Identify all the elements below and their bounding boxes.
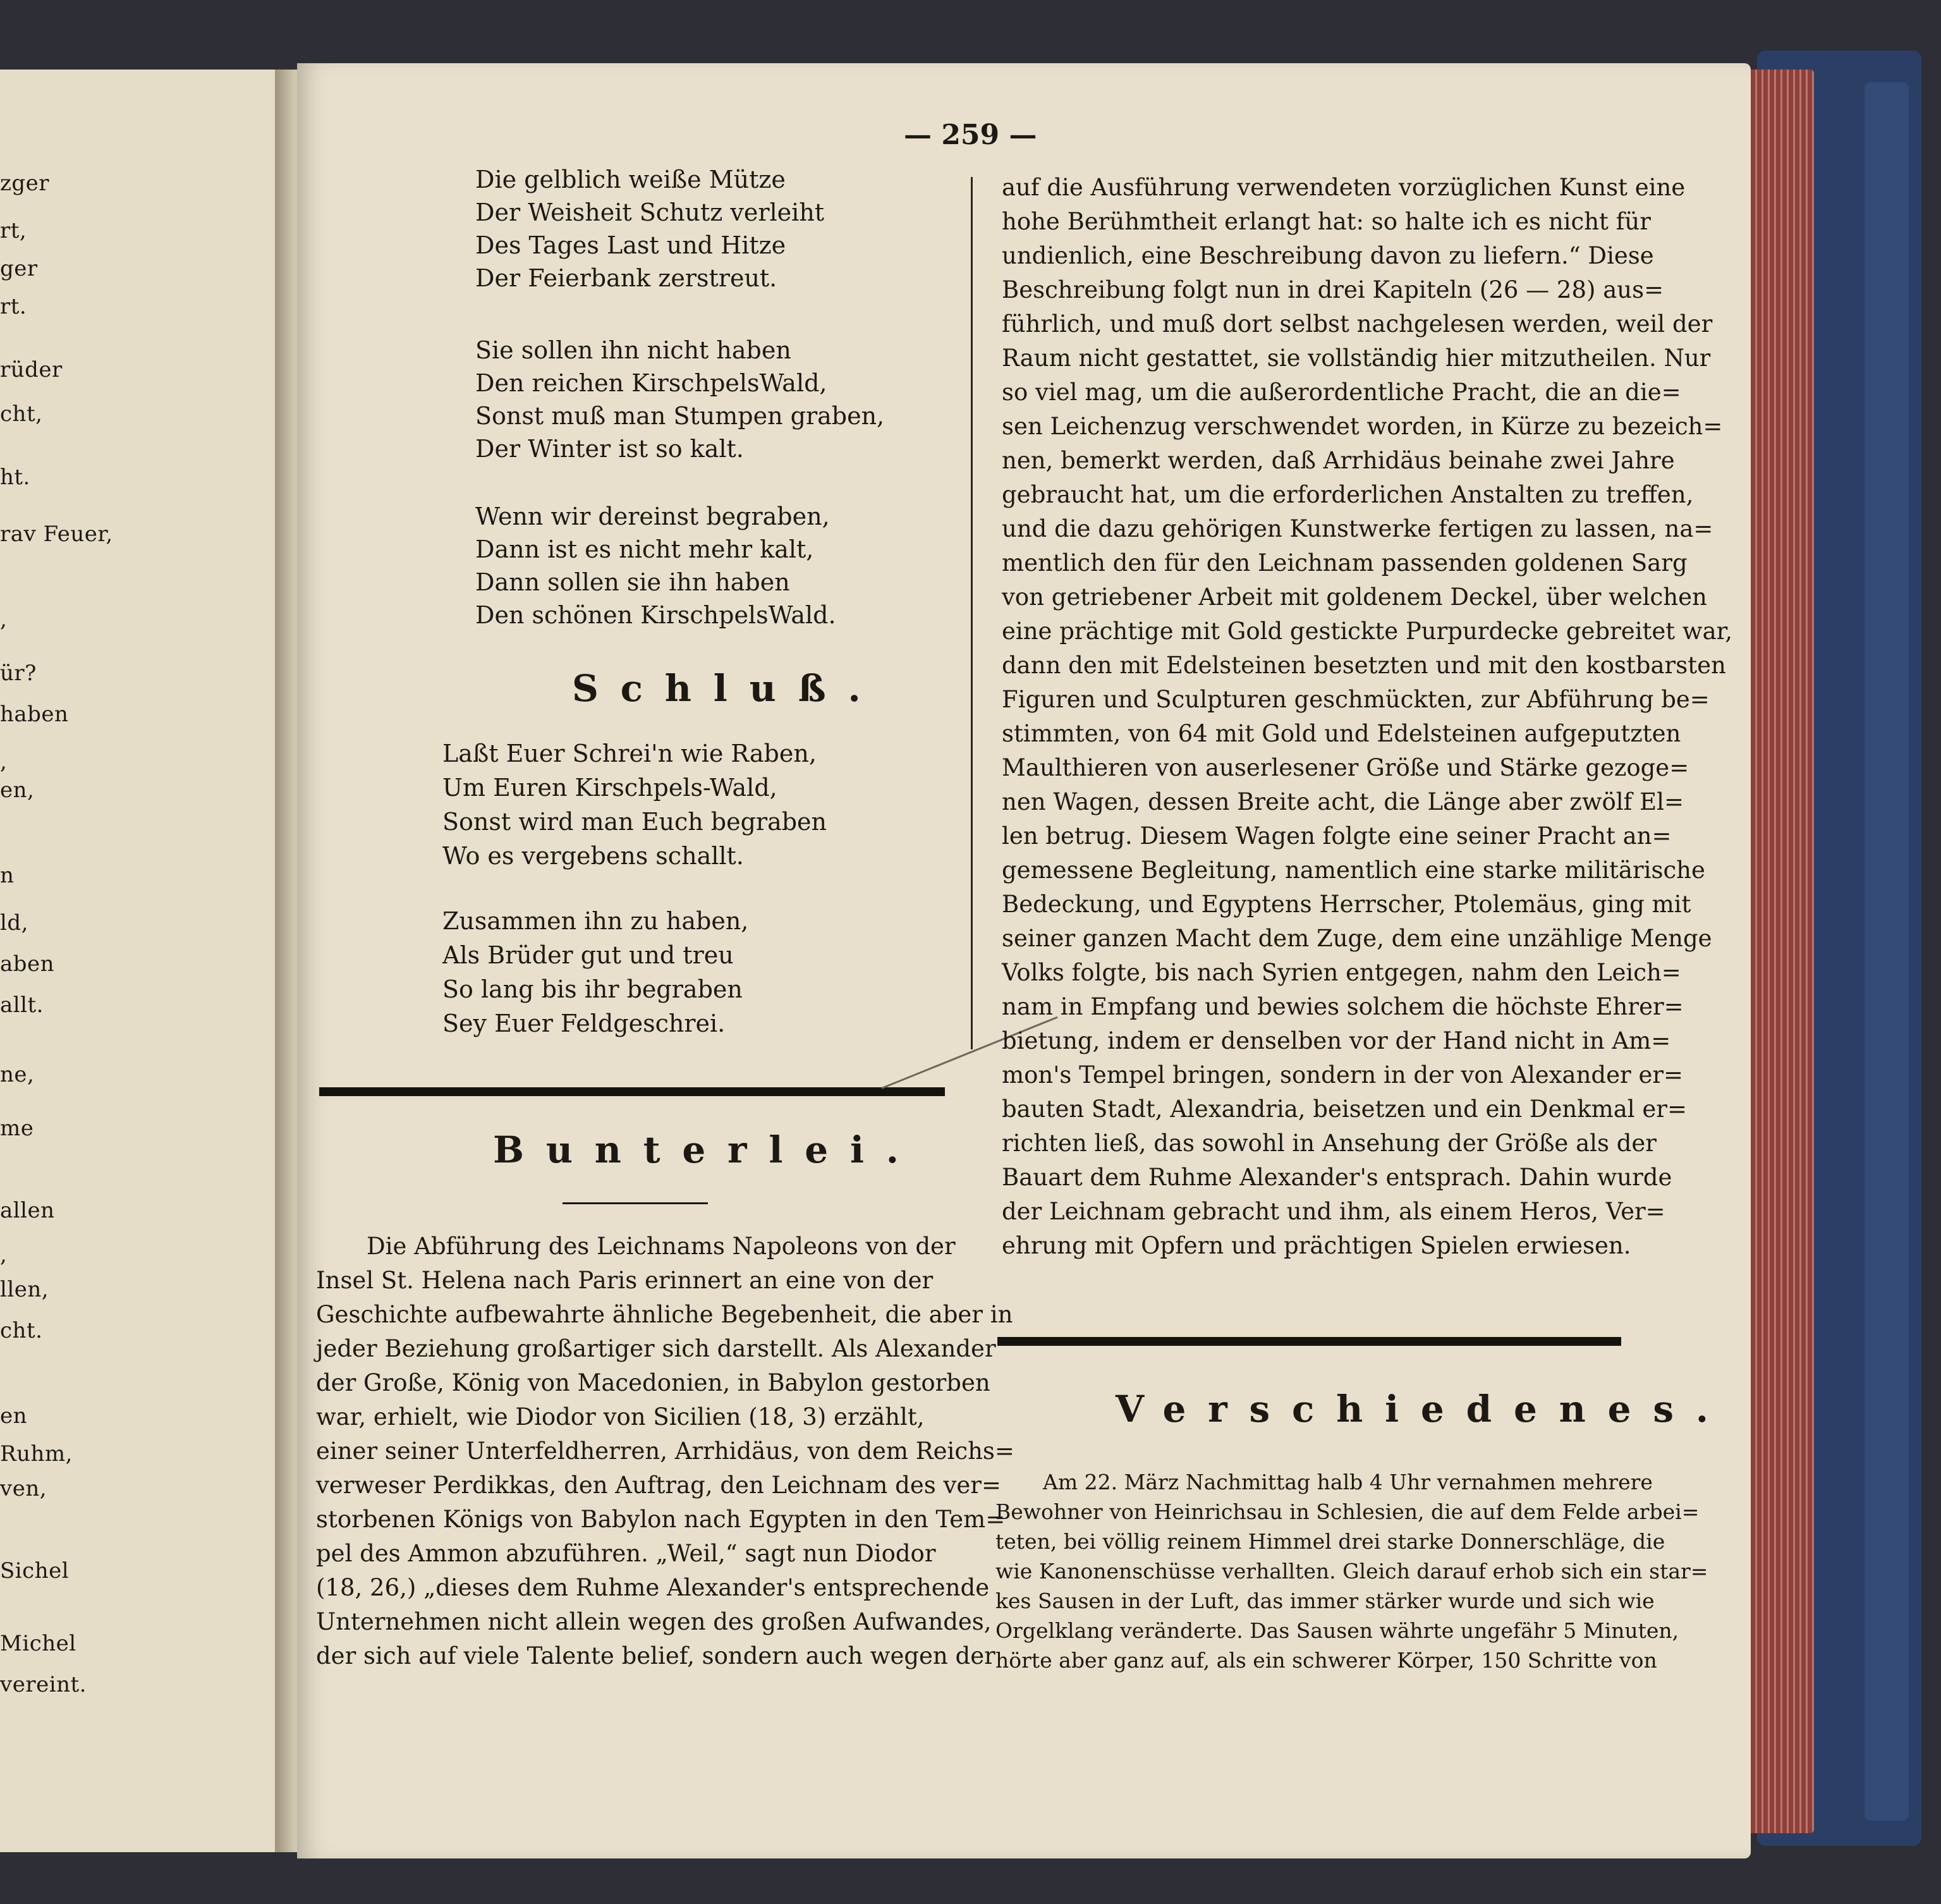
article-line: Maulthieren von auserlesener Größe und Stärke gezoge=	[1002, 754, 1689, 781]
book-cover-edge	[1865, 82, 1909, 1821]
article-line: auf die Ausführung verwendeten vorzüglichen Kunst eine	[1002, 174, 1686, 201]
left-page-fragment: haben	[0, 702, 69, 727]
article-line: war, erhielt, wie Diodor von Sicilien (18, 3) erzählt,	[316, 1403, 925, 1431]
article-line: undienlich, eine Beschreibung davon zu liefern.“ Diese	[1002, 242, 1654, 269]
article-line: Bewohner von Heinrichsau in Schlesien, die auf dem Felde arbei=	[995, 1499, 1700, 1524]
article-line: ehrung mit Opfern und prächtigen Spielen erwiesen.	[1002, 1232, 1631, 1259]
article-line: der Große, König von Macedonien, in Babylon gestorben	[316, 1369, 990, 1396]
article-line: stimmten, von 64 mit Gold und Edelsteinen aufgeputzten	[1002, 720, 1681, 747]
poem-line: Dann sollen sie ihn haben	[475, 568, 790, 596]
verschiedenes-heading: Verschiedenes.	[1116, 1388, 1731, 1431]
article-line: mentlich den für den Leichnam passenden goldenen Sarg	[1002, 549, 1688, 577]
poem-line: Wenn wir dereinst begraben,	[475, 503, 830, 530]
poem-line: Dann ist es nicht mehr kalt,	[475, 535, 814, 563]
left-page-fragment: ne,	[0, 1062, 35, 1087]
article-line: Orgelklang veränderte. Das Sausen währte ungefähr 5 Minuten,	[995, 1618, 1679, 1643]
column-divider	[971, 177, 973, 1049]
poem-line: Sonst wird man Euch begraben	[442, 808, 827, 836]
bunterlei-heading: Bunterlei.	[493, 1128, 921, 1171]
poem-line: Als Brüder gut und treu	[442, 941, 734, 969]
article-line: hörte aber ganz auf, als ein schwerer Körper, 150 Schritte von	[995, 1648, 1657, 1673]
article-line: so viel mag, um die außerordentliche Pracht, die an die=	[1002, 379, 1681, 406]
article-line: führlich, und muß dort selbst nachgelesen werden, weil der	[1002, 310, 1713, 338]
left-page-fragment: cht.	[0, 1318, 43, 1343]
poem-line: Wo es vergebens schallt.	[442, 842, 744, 870]
left-page-fragment: cht,	[0, 401, 43, 427]
article-line: storbenen Königs von Babylon nach Egypten in den Tem=	[316, 1506, 1006, 1533]
article-line: len betrug. Diesem Wagen folgte eine seiner Pracht an=	[1002, 822, 1672, 850]
article-line: verweser Perdikkas, den Auftrag, den Leichnam des ver=	[316, 1472, 1001, 1499]
article-line: nen, bemerkt werden, daß Arrhidäus beinahe zwei Jahre	[1002, 447, 1675, 474]
article-line: hohe Berühmtheit erlangt hat: so halte ich es nicht für	[1002, 208, 1651, 235]
article-line: seiner ganzen Macht dem Zuge, dem eine unzählige Menge	[1002, 925, 1712, 952]
left-page-fragment: ger	[0, 256, 38, 281]
left-page-fragment: vereint.	[0, 1672, 87, 1697]
article-line: Raum nicht gestattet, sie vollständig hier mitzutheilen. Nur	[1002, 345, 1711, 372]
poem-line: Der Weisheit Schutz verleiht	[475, 198, 825, 226]
poem-line: Des Tages Last und Hitze	[475, 231, 786, 259]
left-page-fragment: rüder	[0, 357, 63, 382]
article-line: (18, 26,) „dieses dem Ruhme Alexander's entsprechende	[316, 1574, 990, 1601]
poem-line: Der Winter ist so kalt.	[475, 435, 744, 463]
article-line: nen Wagen, dessen Breite acht, die Länge aber zwölf El=	[1002, 788, 1684, 815]
poem-line: Sey Euer Feldgeschrei.	[442, 1010, 726, 1037]
section-rule-right	[997, 1337, 1621, 1346]
section-rule	[319, 1087, 945, 1096]
poem-line: Den reichen KirschpelsWald,	[475, 369, 827, 397]
article-line: eine prächtige mit Gold gestickte Purpurdecke gebreitet war,	[1002, 618, 1733, 645]
heading-underline	[563, 1202, 708, 1204]
left-page-fragment: Michel	[0, 1631, 76, 1656]
article-line: der sich auf viele Talente belief, sondern auch wegen der	[316, 1642, 995, 1669]
left-page-fragment: en	[0, 1403, 28, 1429]
left-page-fragment: rt,	[0, 218, 27, 243]
poem-line: So lang bis ihr begraben	[442, 975, 743, 1003]
article-line: Unternehmen nicht allein wegen des großen Aufwandes,	[316, 1608, 992, 1635]
left-page-fragment: n	[0, 863, 15, 888]
article-line: und die dazu gehörigen Kunstwerke fertigen zu lassen, na=	[1002, 515, 1713, 542]
article-line: von getriebener Arbeit mit goldenem Deckel, über welchen	[1002, 583, 1707, 611]
article-line: teten, bei völlig reinem Himmel drei starke Donnerschläge, die	[995, 1529, 1665, 1554]
left-page-fragment: ht.	[0, 465, 30, 490]
left-page-fragment: ,	[0, 749, 8, 774]
article-line: jeder Beziehung großartiger sich darstellt. Als Alexander	[316, 1335, 996, 1362]
article-line: pel des Ammon abzuführen. „Weil,“ sagt nun Diodor	[316, 1540, 936, 1567]
left-page-fragment: allen	[0, 1198, 55, 1223]
article-line: Figuren und Sculpturen geschmückten, zur Abführung be=	[1002, 686, 1710, 713]
article-line: Beschreibung folgt nun in drei Kapiteln (26 — 28) aus=	[1002, 276, 1664, 303]
article-line: Bauart dem Ruhme Alexander's entsprach. Dahin wurde	[1002, 1164, 1672, 1191]
conclusion-heading: Schluß.	[572, 667, 883, 710]
poem-line: Der Feierbank zerstreut.	[475, 264, 777, 292]
article-line: wie Kanonenschüsse verhallten. Gleich darauf erhob sich ein star=	[995, 1559, 1708, 1584]
left-page-fragment: rt.	[0, 294, 27, 319]
article-line: bietung, indem er denselben vor der Hand nicht in Am=	[1002, 1027, 1671, 1054]
left-page	[0, 70, 286, 1852]
poem-line: Um Euren Kirschpels-Wald,	[442, 774, 777, 802]
left-page-fragment: me	[0, 1116, 34, 1141]
left-page-fragment: ld,	[0, 910, 28, 936]
article-line: gebraucht hat, um die erforderlichen Anstalten zu treffen,	[1002, 481, 1694, 508]
article-line: dann den mit Edelsteinen besetzten und mit den kostbarsten	[1002, 652, 1726, 679]
article-line: Geschichte aufbewahrte ähnliche Begebenheit, die aber in	[316, 1301, 1013, 1328]
left-page-fragment: ,	[0, 607, 8, 632]
left-page-fragment: zger	[0, 171, 50, 196]
left-page-fragment: ven,	[0, 1476, 47, 1501]
article-line: Die Abführung des Leichnams Napoleons von der	[367, 1233, 956, 1260]
left-page-fragment: aben	[0, 951, 55, 977]
article-line: kes Sausen in der Luft, das immer stärker wurde und sich wie	[995, 1589, 1655, 1613]
article-line: Am 22. März Nachmittag halb 4 Uhr vernahmen mehrere	[1043, 1470, 1653, 1494]
page-number: — 259 —	[904, 119, 1037, 151]
left-page-fragment: allt.	[0, 992, 44, 1018]
article-line: der Leichnam gebracht und ihm, als einem Heros, Ver=	[1002, 1198, 1665, 1225]
left-page-fragment: ür?	[0, 661, 37, 686]
poem-line: Die gelblich weiße Mütze	[475, 166, 786, 193]
left-page-fragment: llen,	[0, 1277, 49, 1302]
article-line: mon's Tempel bringen, sondern in der von Alexander er=	[1002, 1061, 1684, 1089]
article-line: richten ließ, das sowohl in Ansehung der Größe als der	[1002, 1130, 1657, 1157]
left-page-fragment: en,	[0, 778, 35, 803]
article-line: bauten Stadt, Alexandria, beisetzen und ein Denkmal er=	[1002, 1095, 1687, 1123]
article-line: nam in Empfang und bewies solchem die höchste Ehrer=	[1002, 993, 1684, 1020]
article-line: Volks folgte, bis nach Syrien entgegen, nahm den Leich=	[1002, 959, 1681, 986]
poem-line: Laßt Euer Schrei'n wie Raben,	[442, 740, 817, 767]
left-page-fragment: ,	[0, 1242, 8, 1267]
poem-line: Zusammen ihn zu haben,	[442, 907, 749, 935]
article-line: sen Leichenzug verschwendet worden, in Kürze zu bezeich=	[1002, 413, 1723, 440]
left-page-fragment: rav Feuer,	[0, 522, 113, 547]
poem-line: Sie sollen ihn nicht haben	[475, 336, 791, 364]
article-line: gemessene Begleitung, namentlich eine starke militärische	[1002, 857, 1705, 884]
poem-line: Den schönen KirschpelsWald.	[475, 601, 836, 629]
article-line: Bedeckung, und Egyptens Herrscher, Ptolemäus, ging mit	[1002, 891, 1691, 918]
poem-line: Sonst muß man Stumpen graben,	[475, 402, 885, 430]
article-line: Insel St. Helena nach Paris erinnert an eine von der	[316, 1267, 934, 1294]
left-page-fragment: Ruhm,	[0, 1441, 73, 1467]
left-page-fragment: Sichel	[0, 1558, 70, 1584]
article-line: einer seiner Unterfeldherren, Arrhidäus, von dem Reichs=	[316, 1437, 1014, 1465]
